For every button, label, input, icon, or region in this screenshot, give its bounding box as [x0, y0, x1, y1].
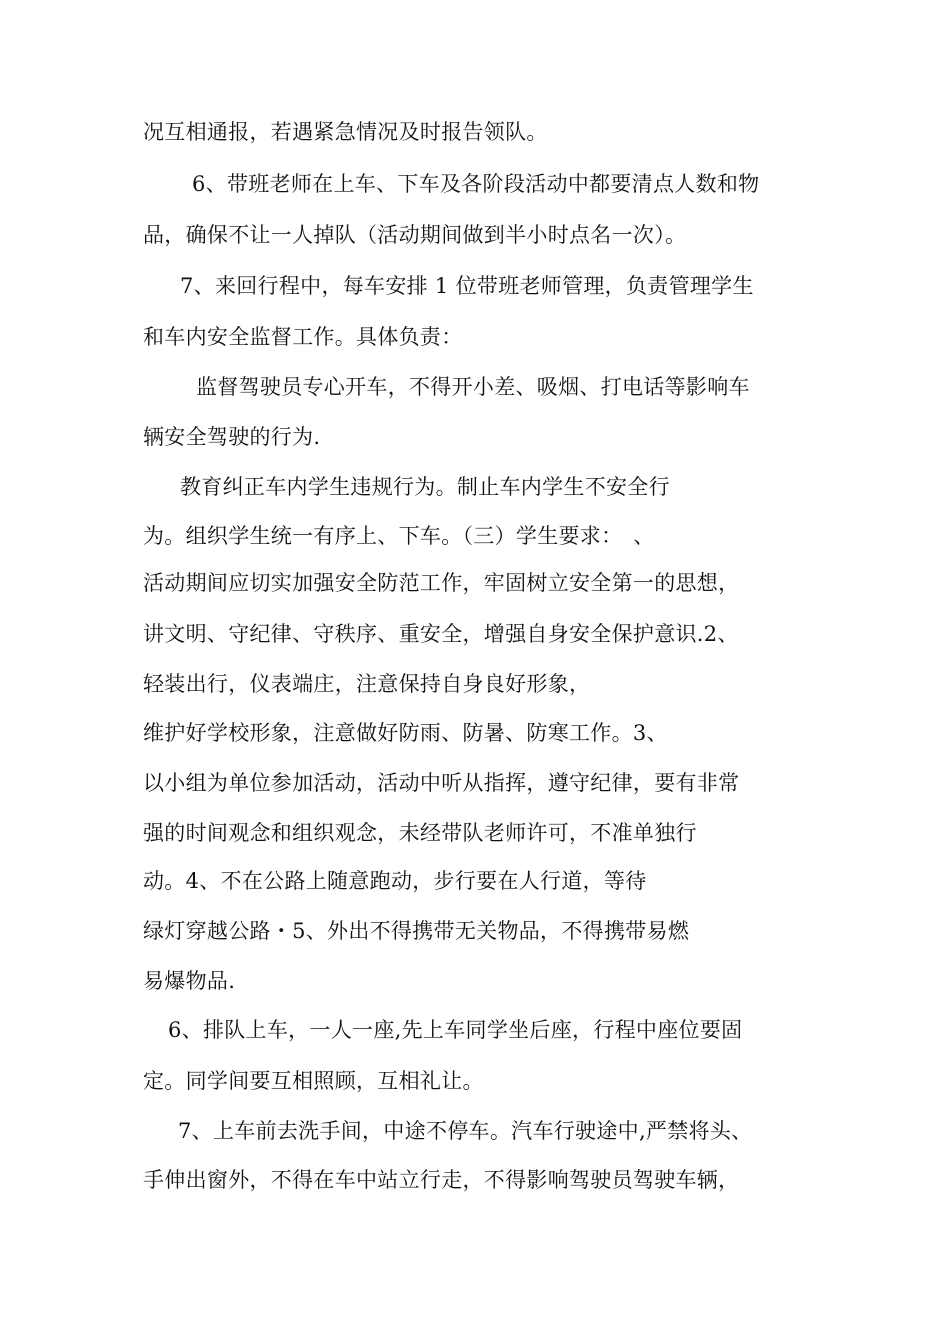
text-line-6: 监督驾驶员专心开车，不得开小差、吸烟、打电话等影响车 — [196, 375, 750, 399]
text-line-7: 辆安全驾驶的行为. — [143, 425, 321, 449]
text-line-17: 绿灯穿越公路・5、外出不得携带无关物品，不得携带易燃 — [143, 919, 690, 943]
text-line-5: 和车内安全监督工作。具体负责： — [143, 325, 463, 349]
text-line-21: 7、上车前去洗手间，中途不停车。汽车行驶途中,严禁将头、 — [178, 1119, 753, 1143]
text-line-10: 活动期间应切实加强安全防范工作，牢固树立安全第一的思想， — [143, 571, 740, 595]
text-line-19: 6、排队上车，一人一座,先上车同学坐后座，行程中座位要固 — [168, 1018, 743, 1042]
text-line-8: 教育纠正车内学生违规行为。制止车内学生不安全行 — [180, 475, 670, 499]
text-line-3: 品，确保不让一人掉队（活动期间做到半小时点名一次）。 — [143, 223, 687, 247]
text-line-14: 以小组为单位参加活动，活动中听从指挥，遵守纪律，要有非常 — [143, 771, 740, 795]
text-line-15: 强的时间观念和组织观念，未经带队老师许可，不准单独行 — [143, 821, 697, 845]
text-line-1: 况互相通报，若遇紧急情况及时报告领队。 — [143, 120, 548, 144]
text-line-18: 易爆物品. — [143, 969, 236, 993]
text-line-9: 为。组织学生统一有序上、下车。（三）学生要求： 、 — [143, 524, 655, 548]
text-line-4: 7、来回行程中，每车安排 1 位带班老师管理，负责管理学生 — [180, 274, 754, 298]
text-line-11: 讲文明、守纪律、守秩序、重安全，增强自身安全保护意识.2、 — [143, 622, 739, 646]
text-line-12: 轻装出行，仪表端庄，注意保持自身良好形象， — [143, 672, 591, 696]
text-line-2: 6、带班老师在上车、下车及各阶段活动中都要清点人数和物 — [192, 172, 760, 196]
text-line-22: 手伸出窗外，不得在车中站立行走，不得影响驾驶员驾驶车辆， — [143, 1168, 740, 1192]
text-line-20: 定。同学间要互相照顾，互相礼让。 — [143, 1069, 484, 1093]
text-line-13: 维护好学校形象，注意做好防雨、防暑、防寒工作。3、 — [143, 721, 668, 745]
text-line-16: 动。4、不在公路上随意跑动，步行要在人行道，等待 — [143, 869, 647, 893]
